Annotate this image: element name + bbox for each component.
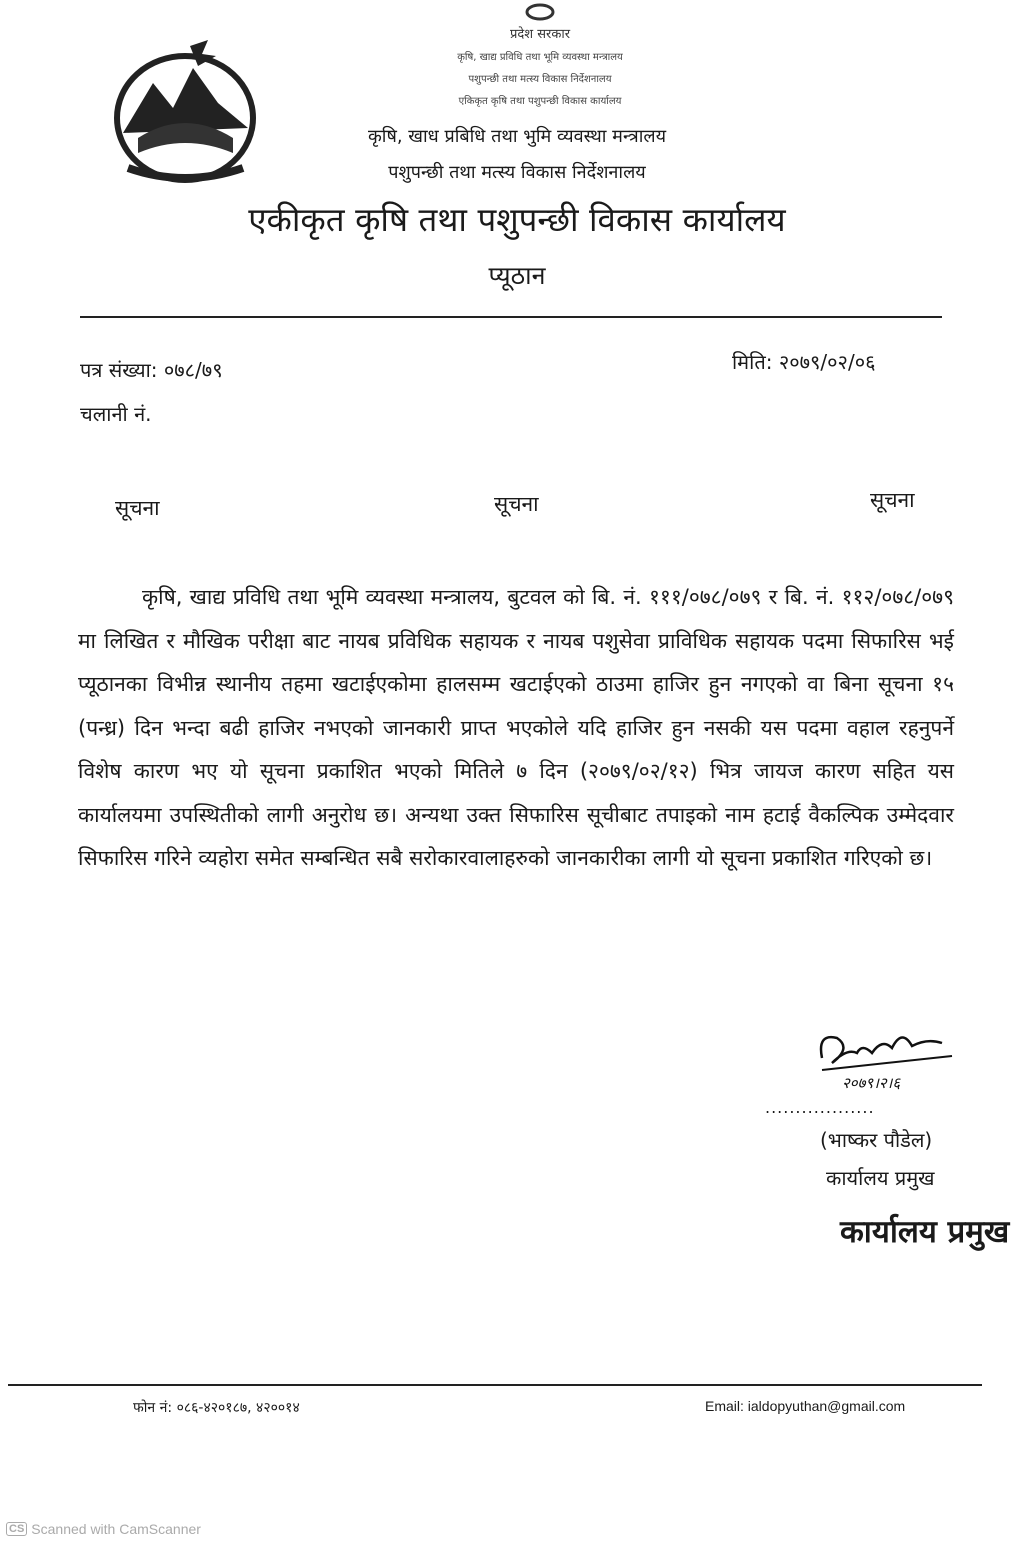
reference-number: पत्र संख्या: ०७८/७९ bbox=[80, 358, 223, 382]
district-name: प्यूठान bbox=[488, 261, 546, 290]
title-seal: कार्यालय प्रमुख bbox=[840, 1214, 1010, 1250]
handwritten-signature bbox=[812, 1018, 962, 1094]
dispatch-number: चलानी नं. bbox=[80, 402, 152, 426]
header-divider bbox=[80, 316, 942, 318]
notice-heading: सूचना bbox=[870, 488, 915, 512]
stamp-line: पशुपन्छी तथा मत्स्य विकास निर्देशनालय bbox=[468, 74, 612, 85]
signature-line: .................. bbox=[765, 1098, 875, 1117]
notice-heading: सूचना bbox=[494, 492, 539, 516]
signatory-title: कार्यालय प्रमुख bbox=[826, 1166, 935, 1190]
camscanner-watermark bbox=[6, 1521, 201, 1537]
signature-date: २०७९।२।६ bbox=[842, 1074, 901, 1092]
notice-heading: सूचना bbox=[115, 496, 160, 520]
footer-divider bbox=[8, 1384, 982, 1386]
camscanner-logo-icon: CS bbox=[6, 1522, 27, 1536]
notice-body: कृषि, खाद्य प्रविधि तथा भूमि व्यवस्था मन्त्रालय, बुटवल को बि. नं. १११/०७८/०७९ र बि. नं. ११२/०७८/०७९ मा लिखित र मौखिक परीक्षा बाट नायब प्रविधिक सहायक र नायब पशुसेवा प्राविधिक सहायक पदमा सिफारिस भई प्यूठानका विभीन्न स्थानीय तहमा खटाईएकोमा हालसम्म खटाईएको ठाउमा हाजिर हुन नगएको वा बिना सूचना १५ (पन्ध्र) दिन भन्दा बढी हाजिर नभएको जानकारी प्राप्त भएकोले यदि हाजिर हुन नसकी यस पदमा वहाल रहनुपर्ने विशेष कारण भए यो सूचना प्रकाशित भएको मितिले ७ दिन (२०७९/०२/१२) भित्र जायज कारण सहित यस कार्यालयमा उपस्थितीको लागी अनुरोध छ। अन्यथा उक्त सिफारिस सूचीबाट तपाइको नाम हटाई वैकल्पिक उम्मेदवार सिफारिस गरिने व्यहोरा समेत सम्बन्धित सबै सरोकारवालाहरुको जानकारीका लागी यो सूचना प्रकाशित गरिएको छ। bbox=[78, 585, 954, 870]
ministry-name: कृषि, खाध प्रबिधि तथा भुमि व्यवस्था मन्त्रालय bbox=[367, 126, 667, 147]
office-name: एकीकृत कृषि तथा पशुपन्छी विकास कार्यालय bbox=[248, 200, 786, 239]
signatory-name: (भाष्कर पौडेल) bbox=[820, 1128, 933, 1152]
directorate-name: पशुपन्छी तथा मत्स्य विकास निर्देशनालय bbox=[388, 162, 646, 183]
footer-email: Email: ialdopyuthan@gmail.com bbox=[705, 1398, 906, 1414]
stamp-line: प्रदेश सरकार bbox=[509, 27, 571, 42]
stamp-line: एकिकृत कृषि तथा पशुपन्छी विकास कार्यालय bbox=[458, 96, 622, 107]
letter-date: मिति: २०७९/०२/०६ bbox=[732, 350, 876, 374]
watermark-text: Scanned with CamScanner bbox=[31, 1521, 201, 1537]
footer-phone: फोन नं: ०८६-४२०१८७, ४२००१४ bbox=[133, 1400, 300, 1416]
office-stamp bbox=[400, 0, 680, 118]
stamp-line: कृषि, खाद्य प्रविधि तथा भूमि व्यवस्था मन्त्रालय bbox=[457, 52, 623, 63]
